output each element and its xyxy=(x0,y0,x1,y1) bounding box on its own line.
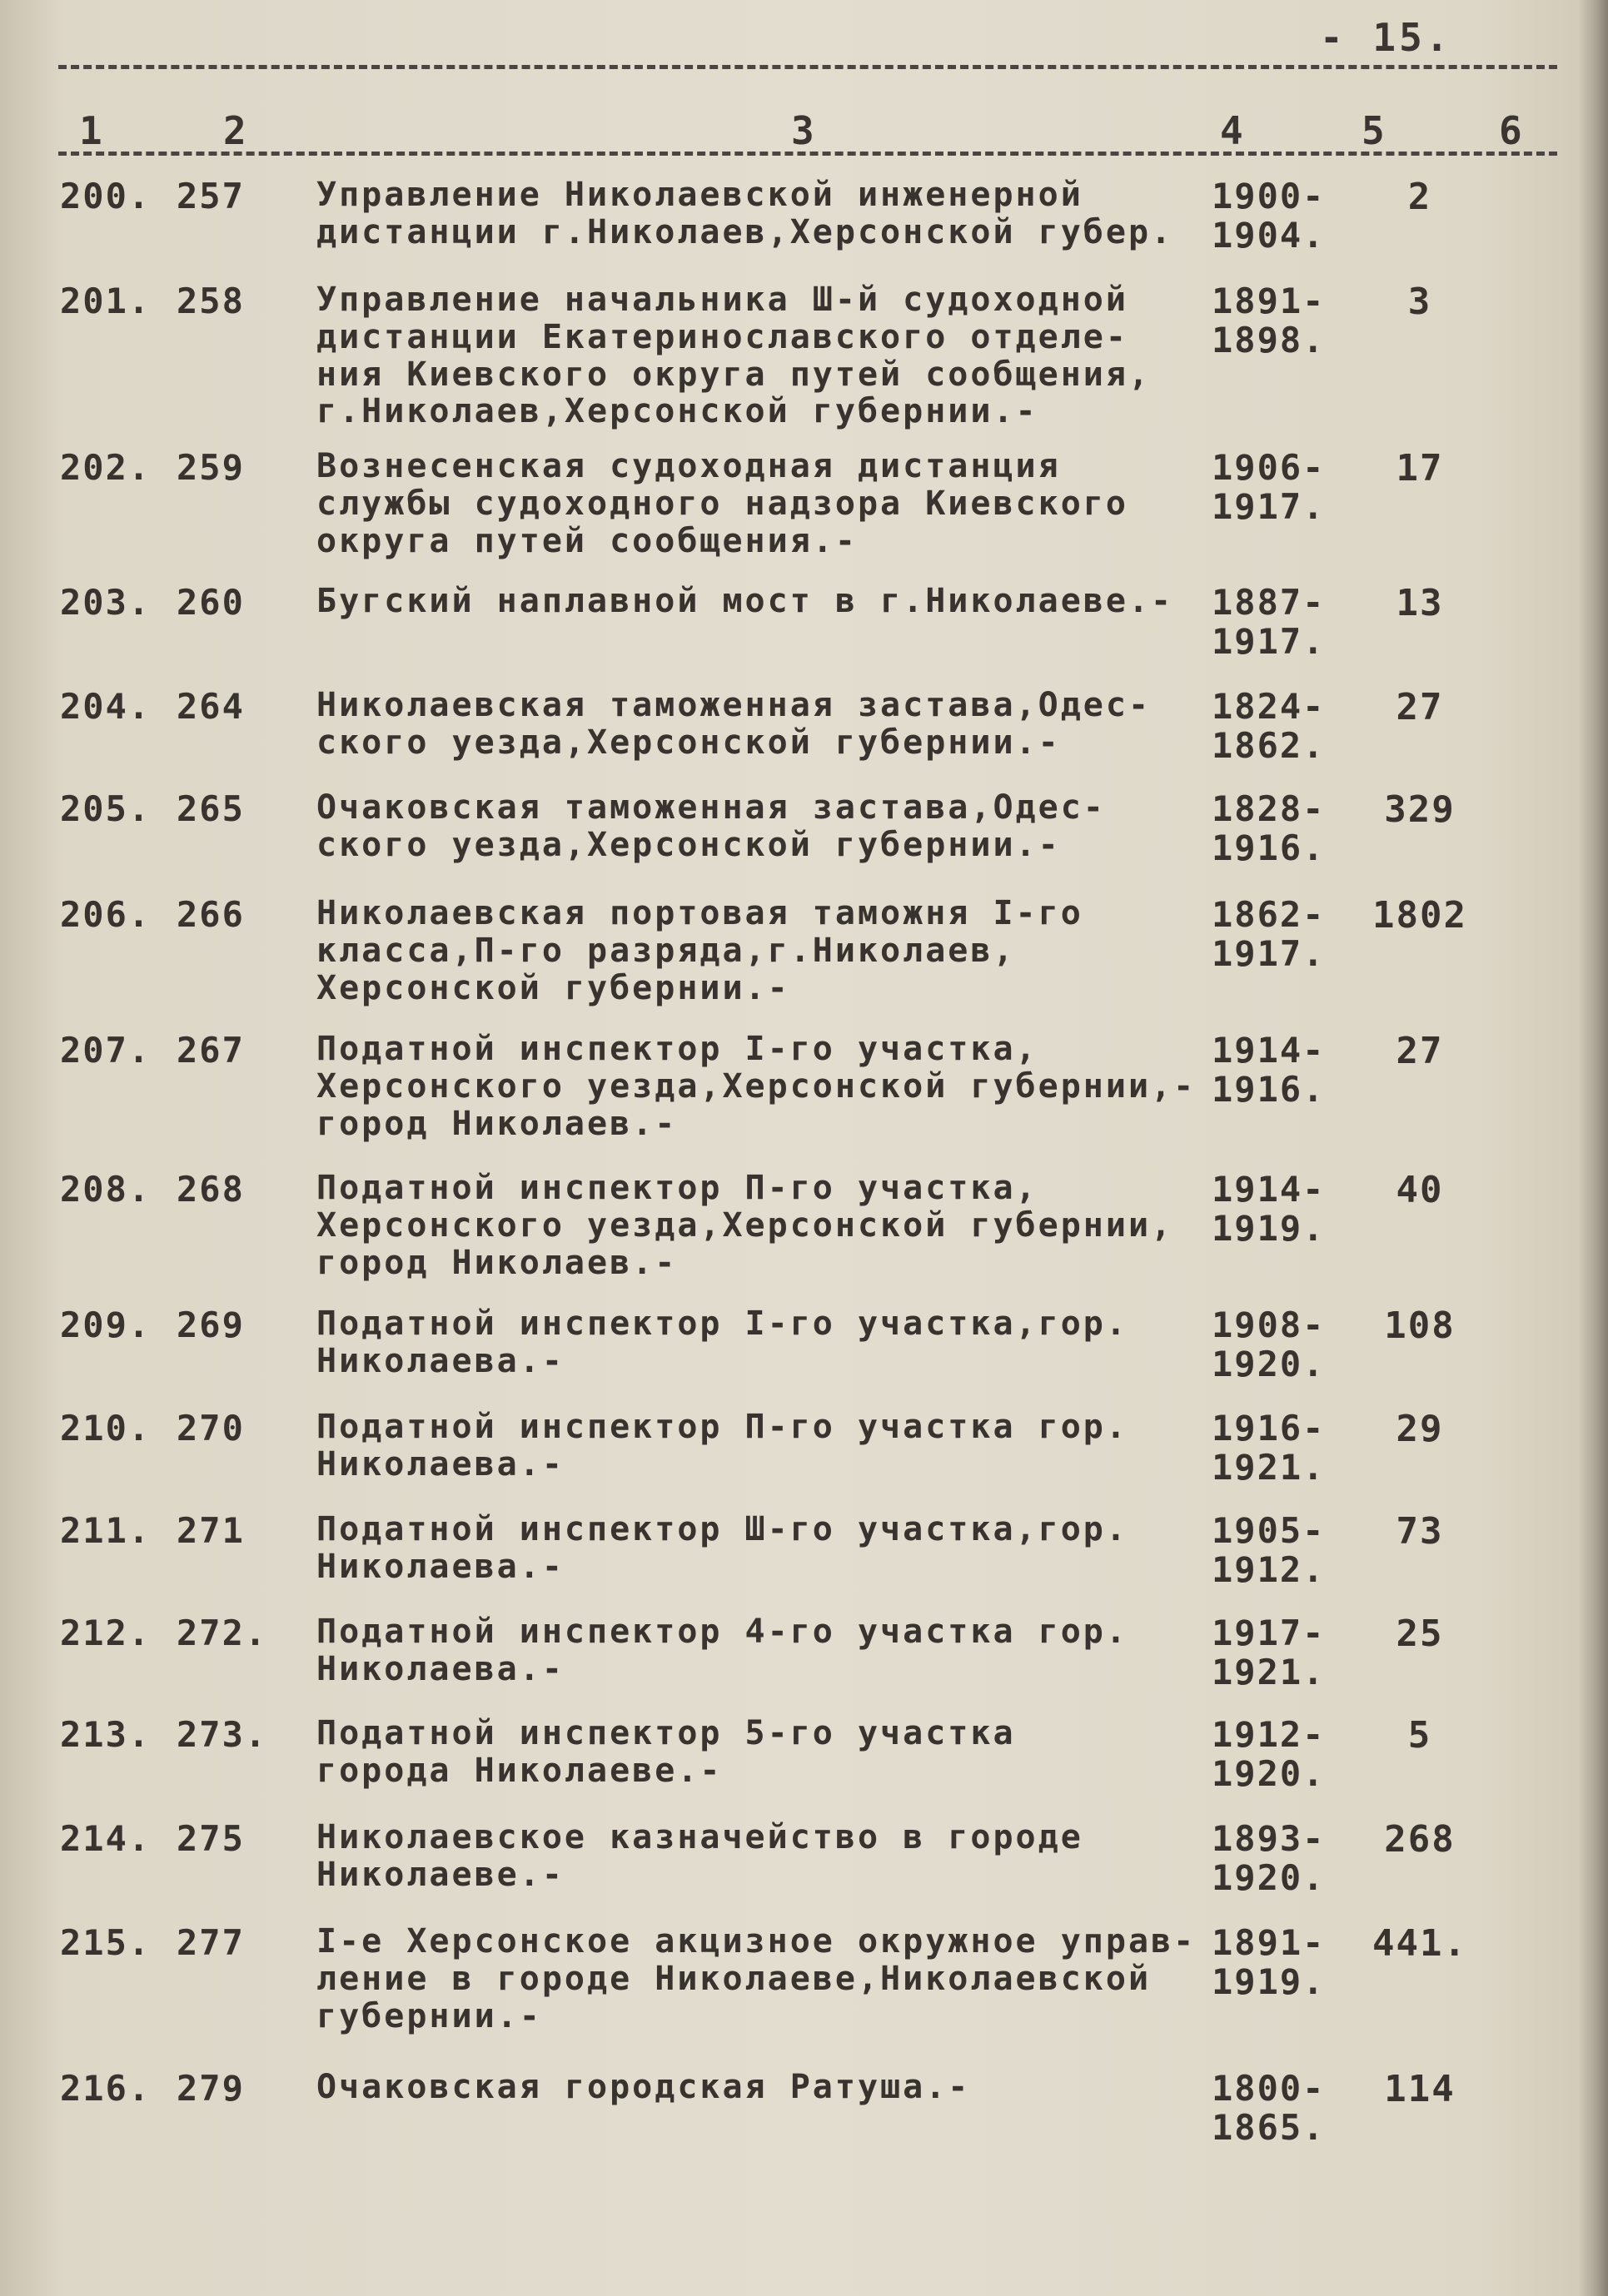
entry-number: 216. xyxy=(60,2068,152,2109)
year-to: 1904. xyxy=(1212,215,1326,256)
year-from: 1914- xyxy=(1212,1030,1326,1071)
fund-title: Податной инспектор 5-го участка города Николаеве.- xyxy=(316,1714,1016,1790)
fund-code: 266 xyxy=(177,894,245,935)
year-to: 1921. xyxy=(1212,1652,1326,1693)
year-from: 1887- xyxy=(1212,582,1326,623)
fund-title: Управление начальника Ш-й судоходной дистанции Екатеринославского отделе- ния Киевского округа путей сообщения, г.Николаев,Херсонской губернии.- xyxy=(316,281,1152,431)
fund-code: 271 xyxy=(177,1510,245,1551)
fund-code: 259 xyxy=(177,447,245,488)
year-to: 1919. xyxy=(1212,1208,1326,1250)
fund-title: Податной инспектор I-го участка,гор. Николаева.- xyxy=(316,1305,1128,1380)
file-count: 329 xyxy=(1384,788,1456,831)
entry-number: 212. xyxy=(60,1613,152,1653)
file-count: 27 xyxy=(1396,1030,1444,1072)
year-from: 1828- xyxy=(1212,788,1326,829)
entry-number: 209. xyxy=(60,1305,152,1345)
date-range xyxy=(1212,1031,1337,1109)
year-to: 1862. xyxy=(1212,725,1326,767)
fund-title: Очаковская таможенная застава,Одес- ского уезда,Херсонской губернии.- xyxy=(316,788,1106,864)
fund-title: Николаевское казначейство в городе Николаеве.- xyxy=(316,1818,1083,1894)
entry-number: 202. xyxy=(60,447,152,488)
column-header-2: 2 xyxy=(223,108,246,153)
fund-title: Податной инспектор П-го участка гор. Николаева.- xyxy=(316,1408,1128,1483)
entry-number: 215. xyxy=(60,1922,152,1963)
year-to: 1920. xyxy=(1212,1857,1326,1899)
file-count: 108 xyxy=(1384,1305,1456,1347)
date-range xyxy=(1212,281,1337,360)
column-header-1: 1 xyxy=(79,108,102,153)
file-count: 268 xyxy=(1384,1818,1456,1861)
fund-code: 267 xyxy=(177,1030,245,1071)
date-range xyxy=(1212,789,1337,867)
year-from: 1917- xyxy=(1212,1613,1326,1653)
fund-title: Податной инспектор Ш-го участка,гор. Николаева.- xyxy=(316,1510,1128,1586)
year-from: 1862- xyxy=(1212,894,1326,935)
year-to: 1917. xyxy=(1212,621,1326,663)
file-count: 5 xyxy=(1407,1714,1432,1757)
year-to: 1921. xyxy=(1212,1447,1326,1488)
entry-number: 214. xyxy=(60,1818,152,1859)
page-number: - 15. xyxy=(1320,15,1452,60)
entry-number: 205. xyxy=(60,788,152,829)
fund-title: I-е Херсонское акцизное окружное управ- ление в городе Николаеве,Николаевской губернии.- xyxy=(316,1922,1197,2035)
year-from: 1906- xyxy=(1212,447,1326,488)
date-range xyxy=(1212,583,1337,661)
fund-code: 257 xyxy=(177,176,245,216)
fund-title: Управление Николаевской инженерной дистанции г.Николаев,Херсонской губер. xyxy=(316,176,1174,251)
year-from: 1893- xyxy=(1212,1818,1326,1859)
column-header-6: 6 xyxy=(1499,108,1522,153)
column-header-row xyxy=(0,108,1608,158)
year-from: 1891- xyxy=(1212,1922,1326,1963)
fund-title: Вознесенская судоходная дистанция службы судоходного надзора Киевского округа путей сообщения.- xyxy=(316,447,1128,560)
column-header-5: 5 xyxy=(1362,108,1385,153)
file-count: 2 xyxy=(1407,176,1432,218)
year-from: 1912- xyxy=(1212,1714,1326,1755)
year-to: 1920. xyxy=(1212,1753,1326,1795)
file-count: 114 xyxy=(1384,2068,1456,2110)
year-to: 1916. xyxy=(1212,827,1326,869)
fund-title: Николаевская таможенная застава,Одес- ского уезда,Херсонской губернии.- xyxy=(316,686,1152,762)
date-range xyxy=(1212,1305,1337,1384)
year-from: 1800- xyxy=(1212,2068,1326,2109)
entry-number: 211. xyxy=(60,1510,152,1551)
fund-code: 264 xyxy=(177,686,245,727)
year-to: 1912. xyxy=(1212,1549,1326,1591)
entry-number: 200. xyxy=(60,176,152,216)
header-top-rule xyxy=(58,65,1557,69)
year-to: 1919. xyxy=(1212,1961,1326,2003)
entry-number: 208. xyxy=(60,1169,152,1210)
file-count: 25 xyxy=(1396,1613,1444,1655)
file-count: 3 xyxy=(1407,281,1432,323)
date-range xyxy=(1212,687,1337,765)
page-edge-shadow xyxy=(1578,0,1608,2296)
file-count: 29 xyxy=(1396,1408,1444,1450)
fund-code: 260 xyxy=(177,582,245,623)
year-to: 1865. xyxy=(1212,2107,1326,2149)
fund-title: Податной инспектор I-го участка, Херсонского уезда,Херсонской губернии,- город Николаев.- xyxy=(316,1030,1197,1143)
date-range xyxy=(1212,448,1337,526)
year-from: 1914- xyxy=(1212,1169,1326,1210)
date-range xyxy=(1212,1409,1337,1487)
year-from: 1916- xyxy=(1212,1408,1326,1449)
file-count: 13 xyxy=(1396,582,1444,624)
date-range xyxy=(1212,1613,1337,1692)
fund-code: 272. xyxy=(177,1613,268,1653)
year-from: 1891- xyxy=(1212,281,1326,321)
file-count: 441. xyxy=(1372,1922,1467,1965)
entry-number: 206. xyxy=(60,894,152,935)
entry-number: 203. xyxy=(60,582,152,623)
fund-code: 279 xyxy=(177,2068,245,2109)
entry-number: 210. xyxy=(60,1408,152,1449)
entry-number: 207. xyxy=(60,1030,152,1071)
file-count: 73 xyxy=(1396,1510,1444,1553)
file-count: 1802 xyxy=(1372,894,1467,937)
file-count: 17 xyxy=(1396,447,1444,490)
fund-code: 269 xyxy=(177,1305,245,1345)
entry-number: 204. xyxy=(60,686,152,727)
date-range xyxy=(1212,895,1337,973)
date-range xyxy=(1212,176,1337,255)
year-to: 1920. xyxy=(1212,1344,1326,1385)
fund-code: 268 xyxy=(177,1169,245,1210)
column-header-3: 3 xyxy=(791,108,814,153)
date-range xyxy=(1212,1511,1337,1589)
fund-title: Николаевская портовая таможня I-го класса,П-го разряда,г.Николаев, Херсонской губернии.- xyxy=(316,894,1083,1007)
year-from: 1908- xyxy=(1212,1305,1326,1345)
year-from: 1900- xyxy=(1212,176,1326,216)
fund-code: 273. xyxy=(177,1714,268,1755)
fund-code: 270 xyxy=(177,1408,245,1449)
date-range xyxy=(1212,2069,1337,2147)
column-header-4: 4 xyxy=(1220,108,1243,153)
year-to: 1917. xyxy=(1212,933,1326,975)
date-range xyxy=(1212,1923,1337,2001)
entry-number: 213. xyxy=(60,1714,152,1755)
year-from: 1824- xyxy=(1212,686,1326,727)
fund-title: Податной инспектор 4-го участка гор. Николаева.- xyxy=(316,1613,1128,1688)
date-range xyxy=(1212,1715,1337,1793)
year-to: 1917. xyxy=(1212,486,1326,528)
year-from: 1905- xyxy=(1212,1510,1326,1551)
fund-code: 265 xyxy=(177,788,245,829)
header-bottom-rule xyxy=(58,152,1557,156)
fund-title: Очаковская городская Ратуша.- xyxy=(316,2068,971,2106)
file-count: 27 xyxy=(1396,686,1444,728)
fund-title: Бугский наплавной мост в г.Николаеве.- xyxy=(316,582,1174,620)
year-to: 1916. xyxy=(1212,1069,1326,1111)
date-range xyxy=(1212,1819,1337,1897)
date-range xyxy=(1212,1170,1337,1248)
year-to: 1898. xyxy=(1212,320,1326,361)
file-count: 40 xyxy=(1396,1169,1444,1211)
fund-title: Податной инспектор П-го участка, Херсонского уезда,Херсонской губернии, город Николаев.- xyxy=(316,1169,1174,1282)
entry-number: 201. xyxy=(60,281,152,321)
fund-code: 277 xyxy=(177,1922,245,1963)
fund-code: 275 xyxy=(177,1818,245,1859)
fund-code: 258 xyxy=(177,281,245,321)
